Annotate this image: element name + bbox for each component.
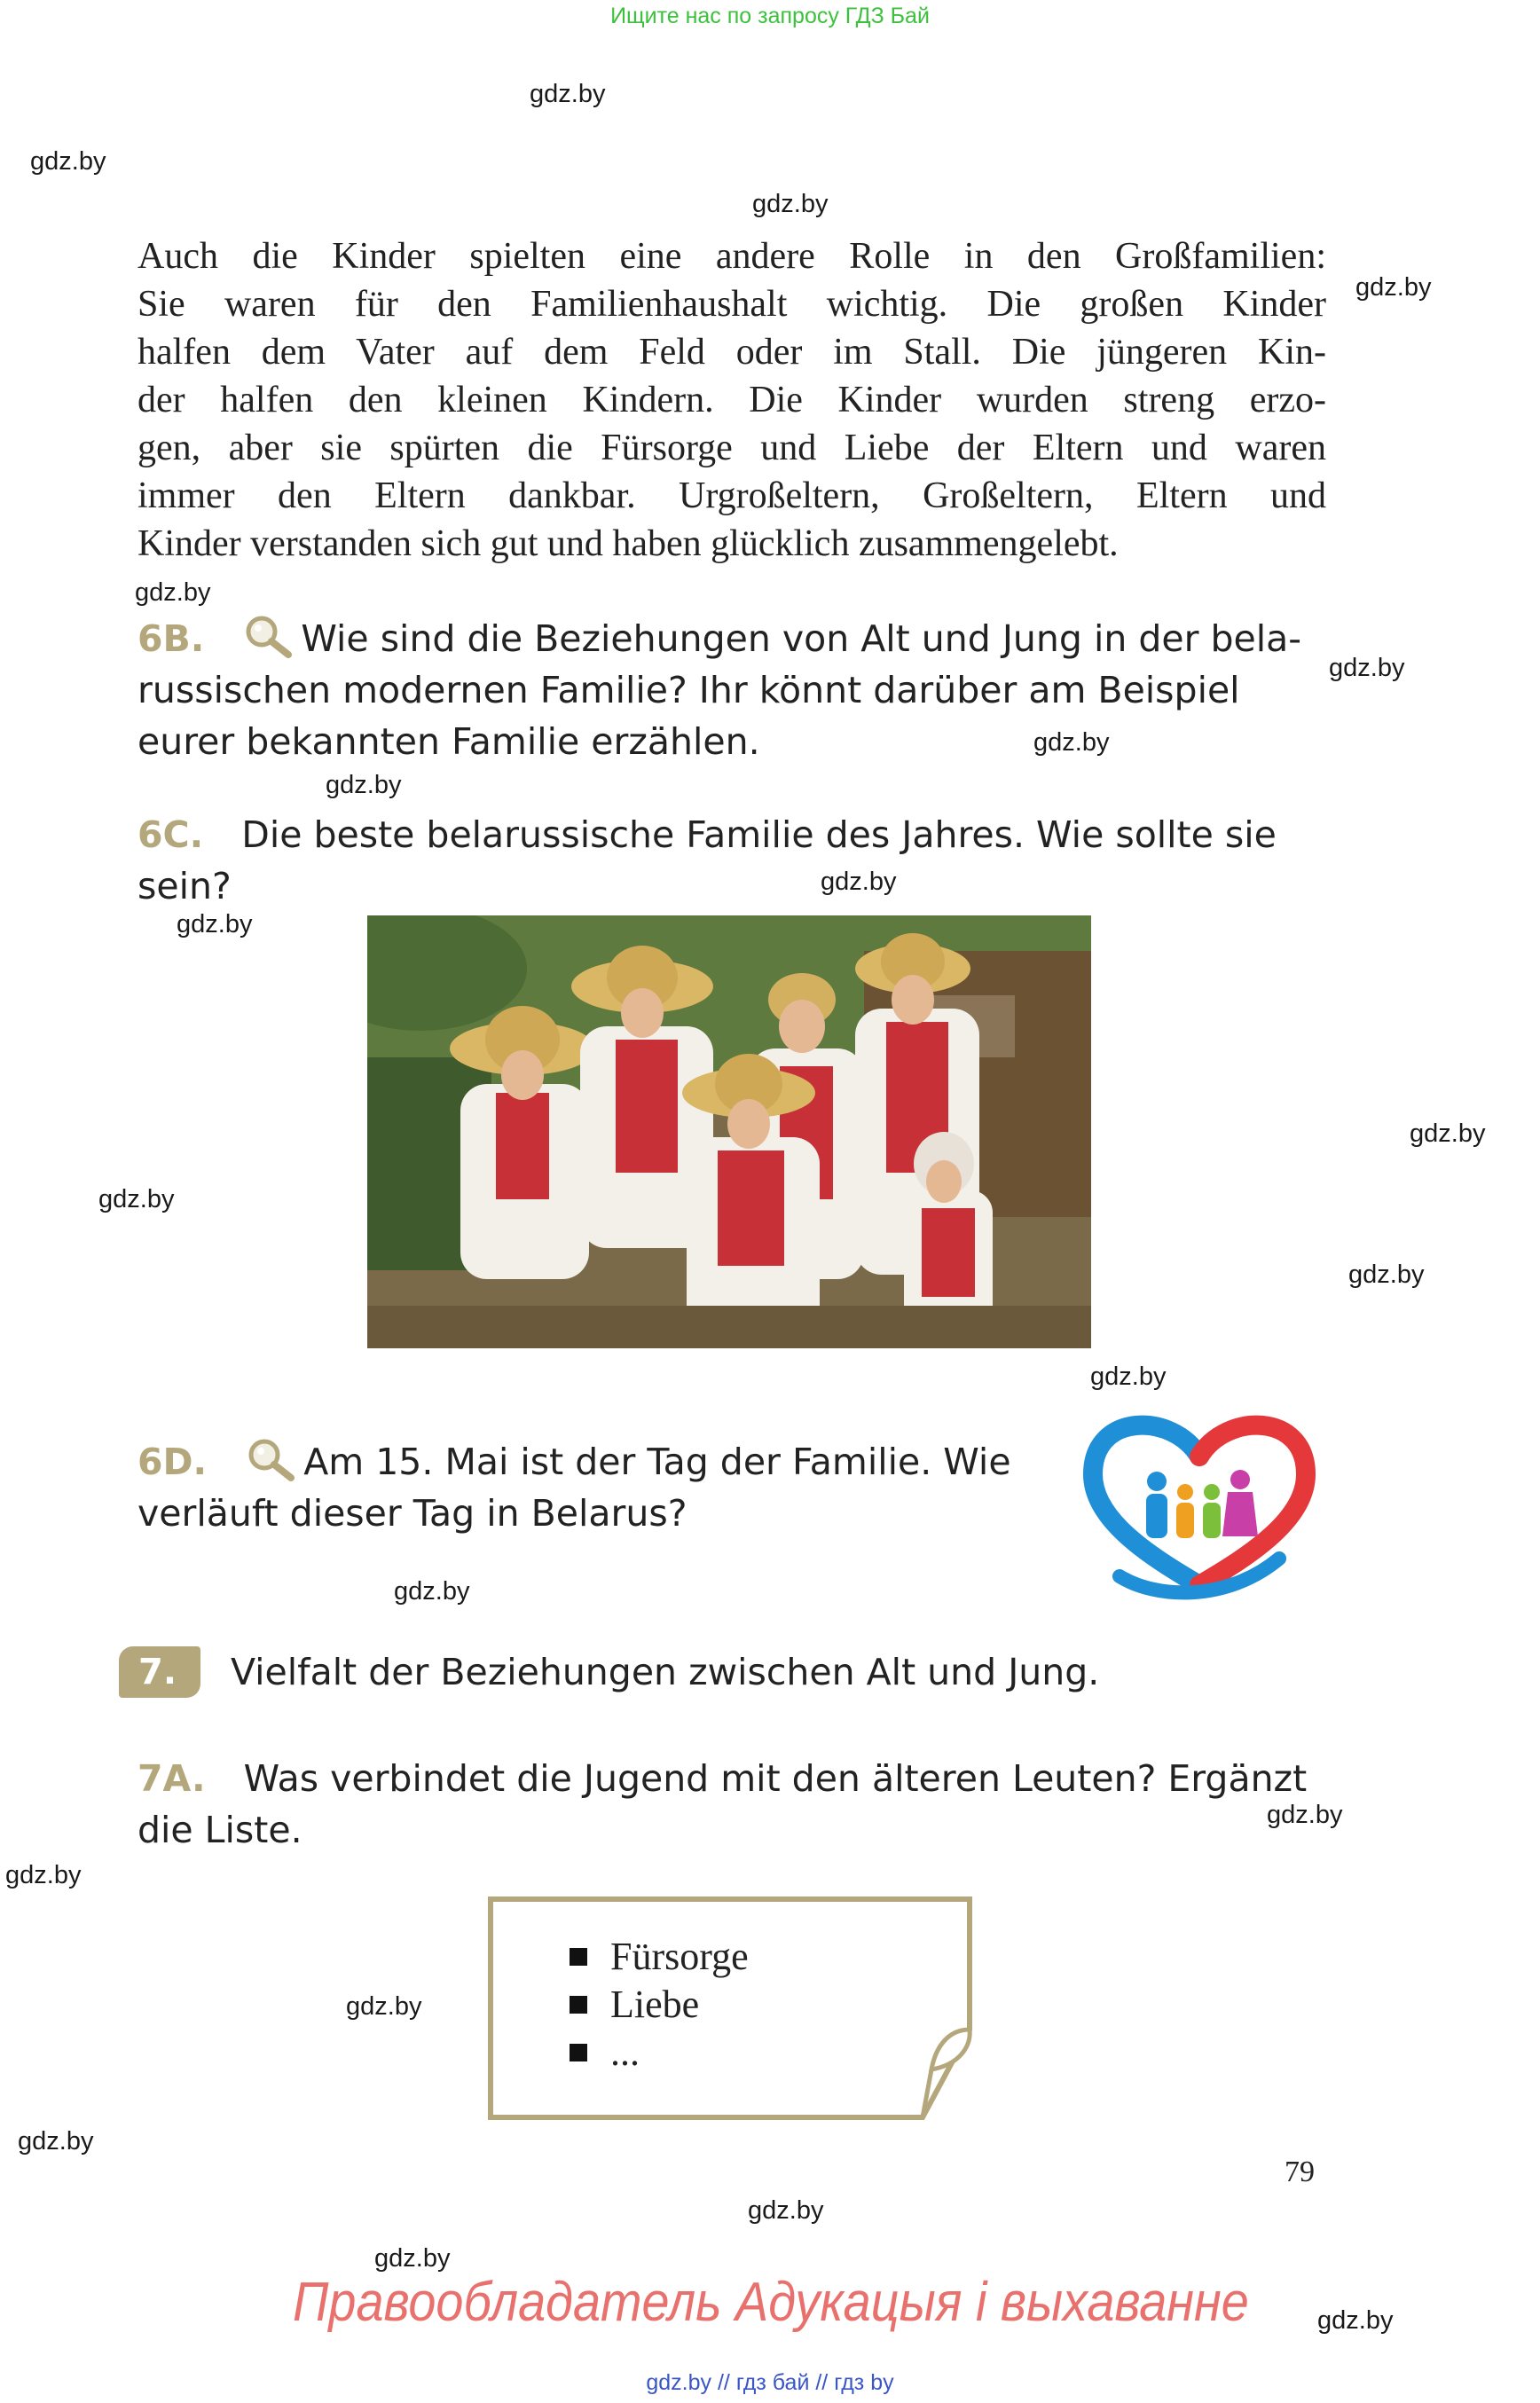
watermark: gdz.by xyxy=(1317,2306,1394,2335)
task-6b-line-3: eurer bekannten Familie erzählen. xyxy=(138,720,760,763)
watermark: gdz.by xyxy=(1348,1260,1425,1289)
watermark: gdz.by xyxy=(98,1185,175,1213)
task-6c-line-2: sein? xyxy=(138,865,232,907)
family-photo xyxy=(367,915,1091,1348)
task-6b-line-1: 6B. Wie sind die Beziehungen von Alt und Jung in der bela- xyxy=(138,612,1301,664)
task-6d-line-1: 6D. Am 15. Mai ist der Tag der Familie. Wie xyxy=(138,1435,1011,1488)
watermark: gdz.by xyxy=(326,771,402,799)
top-banner[interactable]: Ищите нас по запросу ГДЗ Бай xyxy=(610,4,930,28)
paragraph-line: Kinder verstanden sich gut und haben glücklich zusammengelebt. xyxy=(138,523,1119,564)
page-curl-icon xyxy=(488,1896,972,2120)
task-6b xyxy=(138,612,1301,767)
watermark: gdz.by xyxy=(1033,728,1110,757)
watermark: gdz.by xyxy=(18,2127,94,2156)
watermark: gdz.by xyxy=(374,2244,451,2273)
footer-links[interactable]: gdz.by // гдз бай // гдз by xyxy=(646,2370,894,2395)
task-number: 6B. xyxy=(138,617,205,660)
body-paragraph xyxy=(138,232,1326,568)
task-number: 7A. xyxy=(138,1757,206,1800)
watermark: gdz.by xyxy=(1267,1801,1343,1829)
paragraph-line: immer den Eltern dankbar. Urgroßeltern, Großeltern, Eltern und xyxy=(138,475,1326,516)
watermark: gdz.by xyxy=(177,910,253,938)
paragraph-line: der halfen den kleinen Kindern. Die Kinder wurden streng erzo- xyxy=(138,380,1326,420)
paragraph-line: halfen dem Vater auf dem Feld oder im Stall. Die jüngeren Kin- xyxy=(138,332,1326,373)
section-7-badge: 7. xyxy=(119,1646,200,1698)
magnifier-icon xyxy=(245,1435,298,1481)
family-heart-logo xyxy=(1075,1403,1324,1609)
watermark: gdz.by xyxy=(530,80,606,108)
bullet-icon xyxy=(570,1948,587,1966)
list-item: Fürsorge xyxy=(570,1934,749,1979)
watermark: gdz.by xyxy=(752,190,829,218)
watermark: gdz.by xyxy=(5,1861,82,1889)
watermark: gdz.by xyxy=(1329,654,1405,682)
watermark: gdz.by xyxy=(394,1577,470,1606)
page-number: 79 xyxy=(1285,2156,1315,2188)
watermark: gdz.by xyxy=(30,147,106,176)
watermark: gdz.by xyxy=(1355,273,1432,302)
paragraph-line: Sie waren für den Familienhaushalt wichtig. Die großen Kinder xyxy=(138,284,1326,325)
section-7-title: Vielfalt der Beziehungen zwischen Alt und Jung. xyxy=(231,1651,1100,1693)
task-6d xyxy=(138,1435,1011,1539)
watermark: gdz.by xyxy=(1090,1362,1167,1391)
task-7a xyxy=(138,1753,1307,1856)
task-6d-line-2: verläuft dieser Tag in Belarus? xyxy=(138,1492,688,1535)
task-number: 6C. xyxy=(138,813,204,856)
list-box xyxy=(488,1896,972,2120)
task-6c xyxy=(138,809,1277,912)
watermark: gdz.by xyxy=(346,1992,422,2021)
watermark: gdz.by xyxy=(135,578,211,607)
paragraph-line: Auch die Kinder spielten eine andere Rolle in den Großfamilien: xyxy=(138,236,1326,277)
list-item: Liebe xyxy=(570,1982,699,2027)
list-item: ... xyxy=(570,2030,640,2075)
paragraph-line: gen, aber sie spürten die Fürsorge und Liebe der Eltern und waren xyxy=(138,428,1326,468)
bullet-icon xyxy=(570,2044,587,2061)
bullet-icon xyxy=(570,1996,587,2014)
magnifier-icon xyxy=(242,612,295,658)
task-7a-line-2: die Liste. xyxy=(138,1809,302,1851)
copyright-notice: Правообладатель Адукацыя і выхаванне xyxy=(293,2272,1249,2333)
task-number: 6D. xyxy=(138,1441,208,1483)
task-7a-line-1: 7A. Was verbindet die Jugend mit den älteren Leuten? Ergänzt xyxy=(138,1757,1308,1800)
task-6b-line-2: russischen modernen Familie? Ihr könnt darüber am Beispiel xyxy=(138,669,1240,711)
watermark: gdz.by xyxy=(748,2196,824,2225)
watermark: gdz.by xyxy=(1410,1119,1486,1148)
watermark: gdz.by xyxy=(821,868,897,896)
task-6c-line-1: 6C. Die beste belarussische Familie des Jahres. Wie sollte sie xyxy=(138,813,1277,856)
